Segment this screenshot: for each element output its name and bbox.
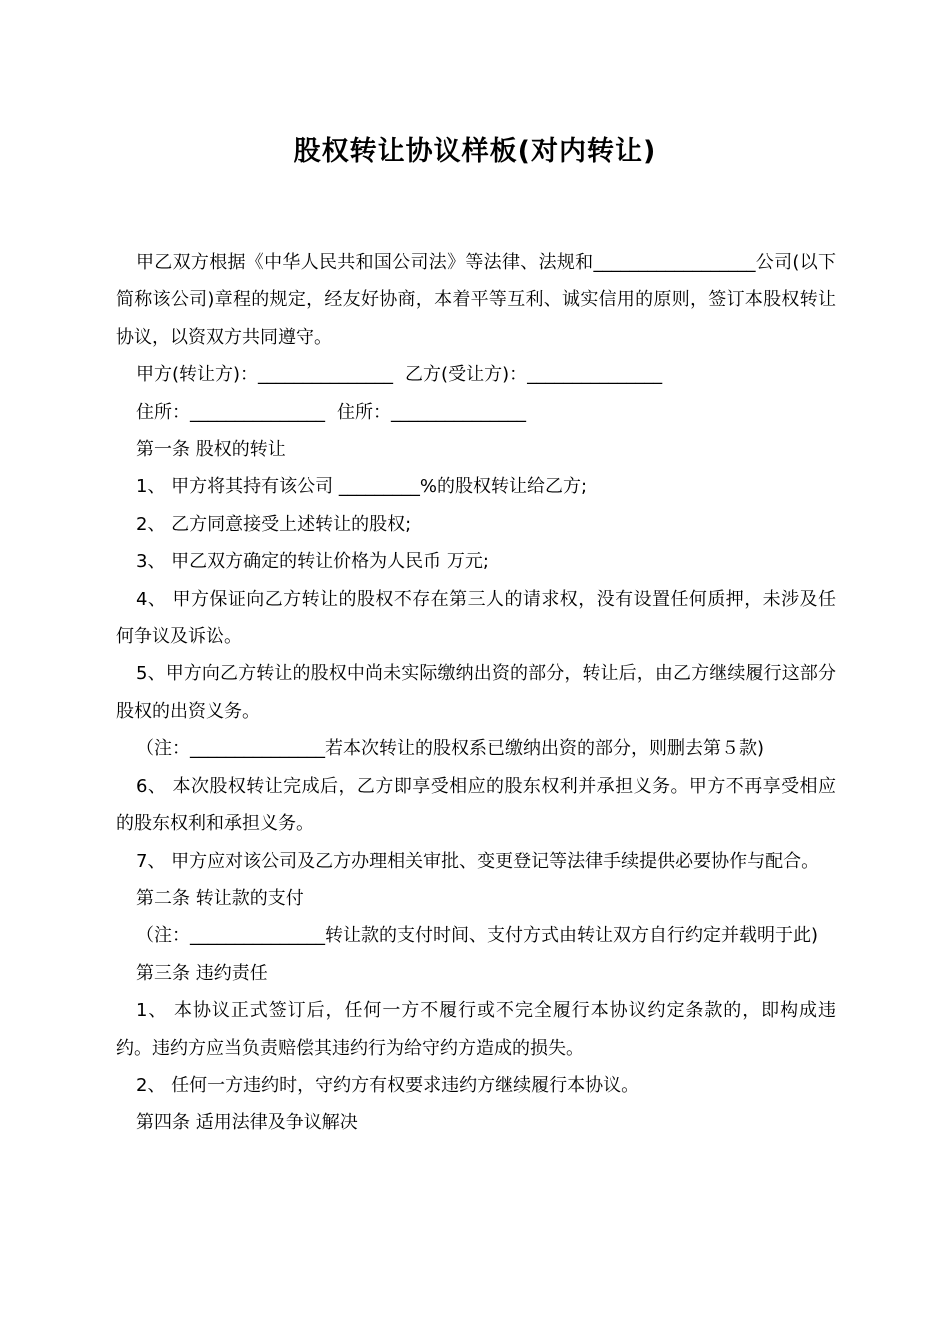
- article-1-item-7: 7、 甲方应对该公司及乙方办理相关审批、变更登记等法律手续提供必要协作与配合。: [136, 850, 820, 872]
- document-title: 股权转让协议样板(对内转让): [293, 136, 657, 167]
- article-3-heading: 第三条 违约责任: [136, 962, 268, 984]
- article-1-note: （注：_______________若本次转让的股权系已缴纳出资的部分，则删去第５款): [136, 738, 765, 760]
- article-1-item-2: 2、 乙方同意接受上述转让的股权;: [136, 513, 412, 535]
- article-1-item-1: 1、 甲方将其持有该公司 _________%的股权转让给乙方;: [136, 476, 588, 498]
- address-line: [116, 394, 836, 431]
- article-3-item-1: 1、 本协议正式签订后，任何一方不履行或不完全履行本协议约定条款的，即构成违约。违约方应当负责赔偿其违约行为给守约方造成的损失。: [116, 1000, 836, 1059]
- article-1-item-6: 6、 本次股权转让完成后，乙方即享受相应的股东权利并承担义务。甲方不再享受相应的股东权利和承担义务。: [116, 775, 836, 835]
- article-1-heading: 第一条 股权的转让: [136, 439, 286, 461]
- article-1-item-5: 5、甲方向乙方转让的股权中尚未实际缴纳出资的部分，转让后，由乙方继续履行这部分股权的出资义务。: [116, 663, 836, 722]
- article-2-heading: 第二条 转让款的支付: [136, 887, 304, 909]
- document-body: [116, 244, 836, 1142]
- article-1-item-3: 3、 甲乙双方确定的转让价格为人民币 万元;: [136, 551, 489, 573]
- article-2-note: （注：_______________转让款的支付时间、支付方式由转让双方自行约定并载明于此): [136, 925, 819, 947]
- party-b-label: 乙方(受让方)：_______________: [405, 364, 663, 386]
- address-a-label: 住所：_______________: [136, 401, 325, 423]
- party-a-label: 甲方(转让方)：_______________: [136, 364, 394, 386]
- address-b-label: 住所：_______________: [337, 401, 526, 423]
- article-1-item-4: 4、 甲方保证向乙方转让的股权不存在第三人的请求权，没有设置任何质押，未涉及任何争议及诉讼。: [116, 588, 836, 648]
- article-3-item-2: 2、 任何一方违约时，守约方有权要求违约方继续履行本协议。: [136, 1074, 640, 1096]
- party-line: [116, 356, 836, 393]
- article-4-heading: 第四条 适用法律及争议解决: [136, 1112, 358, 1134]
- intro-paragraph: 甲乙双方根据《中华人民共和国公司法》等法律、法规和__________________公司(以下简称该公司)章程的规定，经友好协商，本着平等互利、诚实信用的原则，签订本股权转让协议，以资双方共同遵守。: [116, 252, 836, 348]
